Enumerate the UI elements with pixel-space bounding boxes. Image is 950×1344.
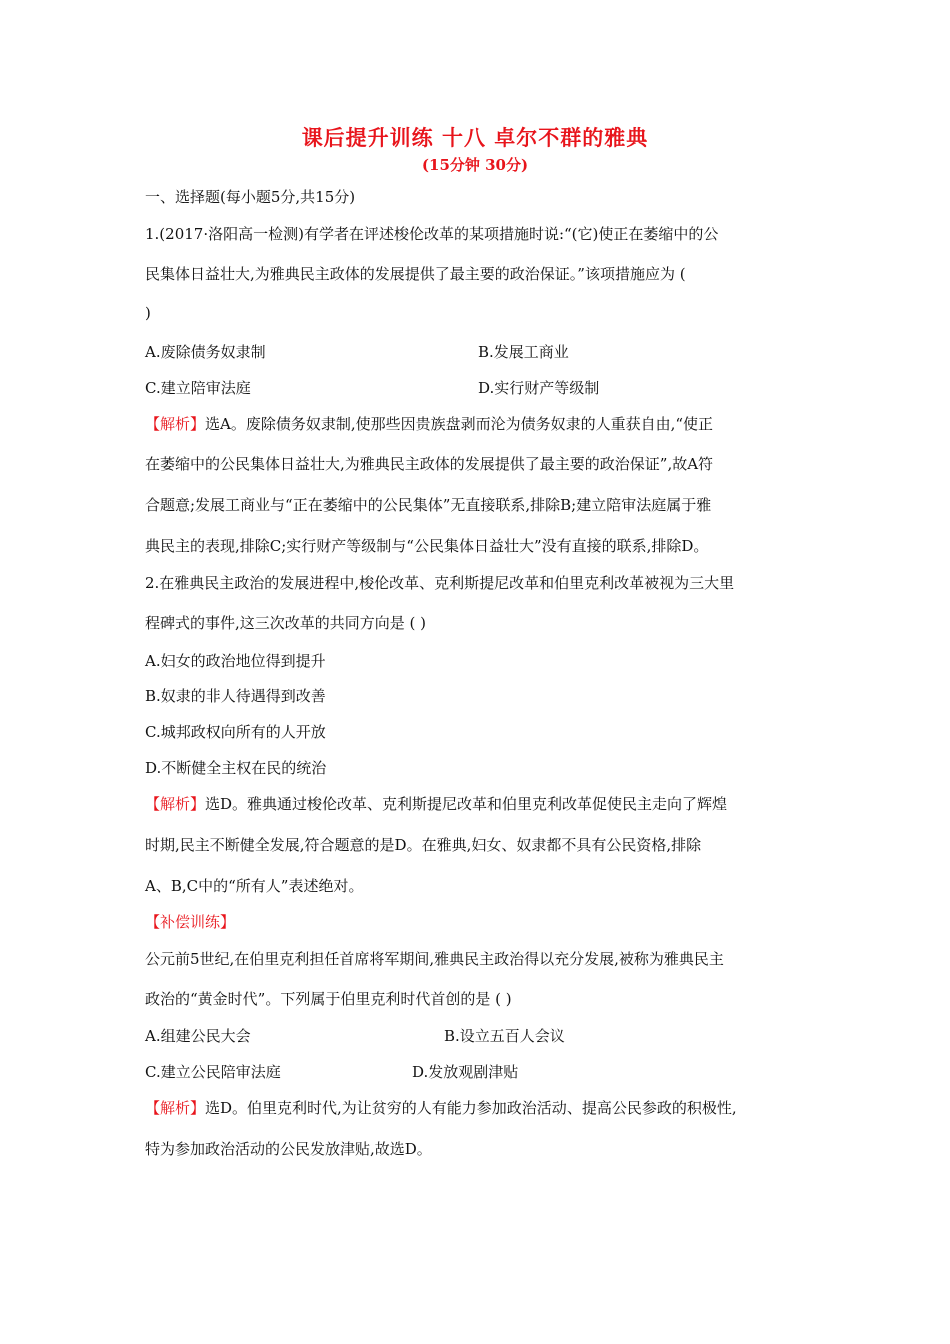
q2-analysis-line-2: 时期,民主不断健全发展,符合题意的是D。在雅典,妇女、奴隶都不具有公民资格,排除 — [145, 836, 702, 854]
supp-option-d: D.发放观剧津贴 — [412, 1063, 519, 1081]
question-1-line-2: 民集体日益壮大,为雅典民主政体的发展提供了最主要的政治保证。”该项措施应为 ( — [145, 265, 686, 283]
q1-option-d: D.实行财产等级制 — [478, 379, 600, 397]
q1-option-b: B.发展工商业 — [478, 343, 569, 361]
q1-analysis-line-4: 典民主的表现,排除C;实行财产等级制与“公民集体日益壮大”没有直接的联系,排除D。 — [145, 537, 709, 555]
q2-option-b: B.奴隶的非人待遇得到改善 — [145, 687, 326, 705]
q1-option-a: A.废除债务奴隶制 — [145, 343, 266, 361]
analysis-tag: 【解析】 — [145, 415, 206, 433]
question-2-line-2: 程碑式的事件,这三次改革的共同方向是 ( ) — [145, 614, 427, 632]
time-score: (15分钟 30分) — [421, 156, 529, 174]
analysis-tag: 【解析】 — [145, 795, 206, 813]
section-heading: 一、选择题(每小题5分,共15分) — [145, 188, 356, 206]
question-2-line-1: 2.在雅典民主政治的发展进程中,梭伦改革、克利斯提尼改革和伯里克利改革被视为三大里 — [145, 574, 735, 592]
page-title: 课后提升训练 十八 卓尔不群的雅典 — [301, 126, 649, 150]
q2-option-a: A.妇女的政治地位得到提升 — [145, 652, 326, 670]
supp-analysis-line-1: 【解析】选D。伯里克利时代,为让贫穷的人有能力参加政治活动、提高公民参政的积极性, — [145, 1099, 737, 1117]
q1-option-c: C.建立陪审法庭 — [145, 379, 251, 397]
q2-analysis-line-3: A、B,C中的“所有人”表述绝对。 — [145, 877, 364, 895]
q2-option-d: D.不断健全主权在民的统治 — [145, 759, 327, 777]
supplementary-line-1: 公元前5世纪,在伯里克利担任首席将军期间,雅典民主政治得以充分发展,被称为雅典民主 — [145, 950, 724, 968]
q2-option-c: C.城邦政权向所有的人开放 — [145, 723, 326, 741]
question-1-line-3: ) — [145, 304, 151, 322]
q1-analysis-line-1: 【解析】选A。废除债务奴隶制,使那些因贵族盘剥而沦为债务奴隶的人重获自由,“使正 — [145, 415, 714, 433]
supp-analysis-line-2: 特为参加政治活动的公民发放津贴,故选D。 — [145, 1140, 432, 1158]
question-1-line-1: 1.(2017·洛阳高一检测)有学者在评述梭伦改革的某项措施时说:“(它)使正在萎缩中的公 — [145, 225, 719, 243]
q2-analysis-line-1: 【解析】选D。雅典通过梭伦改革、克利斯提尼改革和伯里克利改革促使民主走向了辉煌 — [145, 795, 728, 813]
q1-analysis-line-2: 在萎缩中的公民集体日益壮大,为雅典民主政体的发展提供了最主要的政治保证”,故A符 — [145, 455, 714, 473]
q1-analysis-line-3: 合题意;发展工商业与“正在萎缩中的公民集体”无直接联系,排除B;建立陪审法庭属于雅 — [145, 496, 712, 514]
supplementary-line-2: 政治的“黄金时代”。下列属于伯里克利时代首创的是 ( ) — [145, 990, 512, 1008]
supplementary-tag: 【补偿训练】 — [145, 913, 236, 931]
supp-option-b: B.设立五百人会议 — [444, 1027, 565, 1045]
supp-option-c: C.建立公民陪审法庭 — [145, 1063, 281, 1081]
analysis-tag: 【解析】 — [145, 1099, 206, 1117]
supp-option-a: A.组建公民大会 — [145, 1027, 251, 1045]
